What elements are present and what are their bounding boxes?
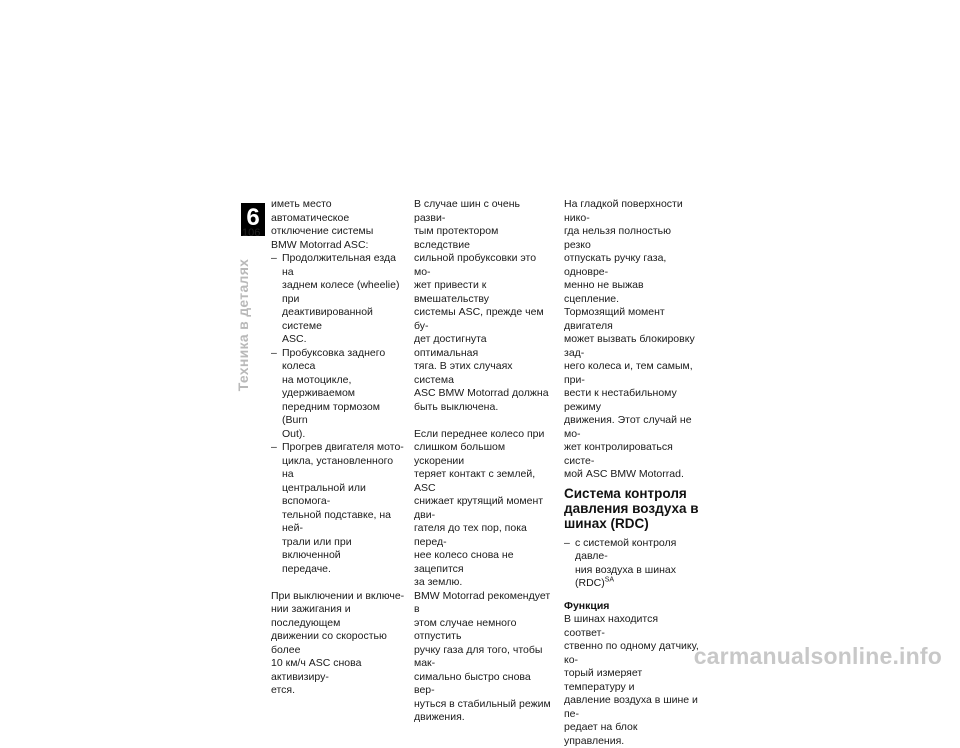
- chapter-side-title: [233, 250, 253, 400]
- text-line: гда нельзя полностью резко: [564, 225, 672, 251]
- bullet-list: [564, 537, 700, 591]
- paragraph: [564, 613, 700, 748]
- text-line: снижает крутящий момент дви-: [414, 495, 544, 521]
- text-line: Продолжительная езда на: [282, 252, 396, 278]
- paragraph: [564, 198, 700, 482]
- text-line: жет привести к вмешательству: [414, 279, 489, 305]
- list-item: [271, 347, 407, 442]
- heading-line: давления воздуха в: [564, 500, 699, 516]
- text-line: с системой контроля давле-: [575, 536, 677, 562]
- text-line: редает на блок управления.: [564, 721, 638, 747]
- text-line: ASC BMW Motorrad должна: [414, 387, 549, 399]
- subsection-heading: Функция: [564, 599, 610, 612]
- text-line: быть выключена.: [414, 400, 499, 413]
- text-line: тельной подставке, на ней-: [282, 508, 392, 534]
- text-line: гателя до тех пор, пока перед-: [414, 522, 527, 548]
- text-line: слишком большом ускорении: [414, 441, 506, 467]
- text-line: движении со скоростью более: [271, 630, 387, 656]
- text-line: менно не выжав сцепление.: [564, 279, 644, 305]
- text-line: Если переднее колесо при: [414, 427, 545, 440]
- text-line: цикла, установленного на: [282, 454, 394, 480]
- heading-line: Система контроля: [564, 485, 687, 501]
- text-line: Пробуксовка заднего колеса: [282, 346, 386, 372]
- text-line: 10 км/ч ASC снова активизиру-: [271, 657, 362, 683]
- text-line: торый измеряет температуру и: [564, 667, 643, 693]
- text-line: мой ASC BMW Motorrad.: [564, 468, 684, 480]
- text-line: на мотоцикле, удерживаемом: [282, 373, 356, 399]
- text-line: тым протектором вследствие: [414, 225, 499, 251]
- text-line: отключение системы: [271, 225, 374, 237]
- text-line: ASC.: [282, 333, 307, 345]
- text-line: центральной или вспомога-: [282, 481, 366, 507]
- paragraph: [414, 590, 552, 725]
- paragraph: [271, 590, 407, 698]
- text-line: этом случае немного отпустить: [414, 616, 517, 642]
- text-line: Тормозящий момент двигателя: [564, 306, 665, 332]
- text-line: BMW Motorrad ASC:: [271, 238, 369, 251]
- text-line: него колеса и, тем самым, при-: [564, 360, 693, 386]
- heading-line: шинах (RDC): [564, 515, 649, 531]
- text-line: давление воздуха в шине и пе-: [564, 694, 698, 720]
- text-line: вести к нестабильному режиму: [564, 387, 677, 413]
- text-line: системы ASC, прежде чем бу-: [414, 306, 544, 332]
- text-line: ния воздуха в шинах (RDC): [575, 563, 676, 589]
- chapter-title: Техника в деталях: [235, 258, 251, 392]
- list-item: [271, 252, 407, 347]
- text-line: движения. Этот случай не мо-: [564, 414, 692, 440]
- text-line: заднем колесе (wheelie) при: [282, 279, 400, 305]
- text-line: иметь место автоматическое: [271, 198, 350, 224]
- text-line: ственно по одному датчику, ко-: [564, 640, 699, 666]
- paragraph: [414, 198, 552, 414]
- text-line: трали или при включенной: [282, 535, 352, 561]
- text-line: Прогрев двигателя мото-: [282, 441, 404, 453]
- chapter-number: 6: [246, 204, 260, 231]
- text-line: ется.: [271, 684, 296, 696]
- text-line: В случае шин с очень разви-: [414, 198, 520, 224]
- text-line: жет контролироваться систе-: [564, 441, 673, 467]
- text-line: передним тормозом (Burn: [282, 400, 380, 426]
- paragraph: [414, 428, 552, 590]
- text-line: На гладкой поверхности нико-: [564, 198, 683, 224]
- text-line: может вызвать блокировку зад-: [564, 333, 695, 359]
- text-line: ручку газа для того, чтобы мак-: [414, 643, 543, 669]
- paragraph: [271, 198, 407, 252]
- text-line: отпускать ручку газа, одновре-: [564, 252, 667, 278]
- text-line: дет достигнута оптимальная: [414, 333, 487, 359]
- text-line: за землю.: [414, 576, 463, 588]
- page-number: 106: [242, 227, 261, 239]
- bullet-list: [271, 252, 407, 576]
- text-line: передаче.: [282, 562, 331, 575]
- text-line: теряет контакт с землей, ASC: [414, 468, 536, 494]
- text-line: BMW Motorrad рекомендует в: [414, 589, 551, 615]
- text-line: тяга. В этих случаях система: [414, 360, 513, 386]
- list-item: [271, 441, 407, 576]
- text-line: нуться в стабильный режим: [414, 697, 551, 710]
- text-line: нии зажигания и последующем: [271, 603, 351, 629]
- column-2: [414, 198, 552, 725]
- special-equipment-mark: SA: [604, 576, 615, 584]
- text-line: деактивированной системе: [282, 306, 373, 332]
- column-1: [271, 198, 407, 698]
- text-line: Out).: [282, 427, 306, 440]
- text-line: В шинах находится соответ-: [564, 613, 659, 639]
- text-line: нее колесо снова не зацепится: [414, 549, 514, 575]
- watermark: carmanualsonline.info: [693, 643, 942, 669]
- text-line: движения.: [414, 711, 465, 723]
- section-heading: [564, 486, 700, 531]
- list-item: [564, 537, 700, 591]
- text-line: симально быстро снова вер-: [414, 670, 531, 696]
- text-line: сильной пробуксовки это мо-: [414, 252, 537, 278]
- column-3: [564, 198, 700, 748]
- text-line: При выключении и включе-: [271, 589, 405, 602]
